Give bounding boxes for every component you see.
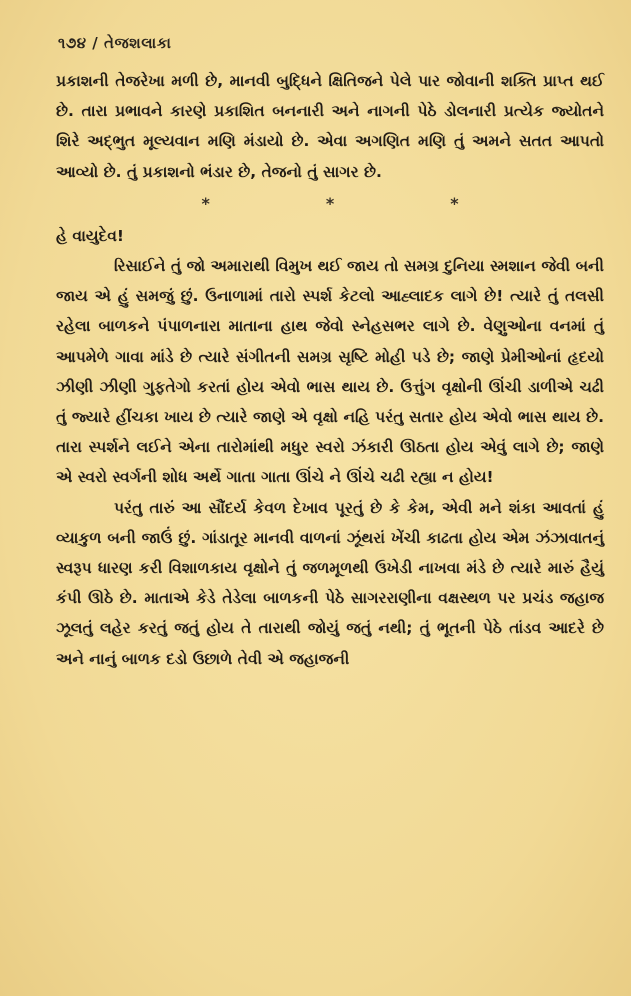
address-line: હે વાયુદેવ! [56,226,124,245]
separator-star: * [450,193,459,213]
section-separator [56,187,604,221]
page-body [56,66,604,674]
running-head: ૧૭૪ / તેજશલાકા [58,34,172,52]
separator-star: * [201,193,210,213]
paragraph-first: પ્રકાશની તેજરેખા મળી છે, માનવી બુદ્ધિને ક્ષિતિજને પેલે પાર જોવાની શક્તિ પ્રાપ્ત થઈ છે. તારા પ્રભાવને કારણે પ્રકાશિત બનનારી અને નાગની પેઠે ડોલનારી પ્રત્યેક જ્યોતને શિરે અદ્ભુત મૂલ્યવાન મણિ મંડાયો છે. એવા અગણિત મણિ તું અમને સતત આપતો આવ્યો છે. તું પ્રકાશનો ભંડાર છે, તેજનો તું સાગર છે. [56,72,604,181]
separator-star: * [325,193,335,213]
paragraph-second: રિસાઈને તું જો અમારાથી વિમુખ થઈ જાય તો સમગ્ર દુનિયા સ્મશાન જેવી બની જાય એ હું સમજું છું. ઉનાળામાં તારો સ્પર્શ કેટલો આહ્લાદક લાગે છે! ત્યારે તું તલસી રહેલા બાળકને પંપાળનારા માતાના હાથ જેવો સ્નેહસભર લાગે છે. વેણુઓના વનમાં તું આપમેળે ગાવા માંડે છે ત્યારે સંગીતની સમગ્ર સૃષ્ટિ મોહી પડે છે; જાણે પ્રેમીઓનાં હૃદયો ઝીણી ઝીણી ગુફતેગો કરતાં હોય એવો ભાસ થાય છે. ઉત્તુંગ વૃક્ષોની ઊંચી ડાળીએ ચઢી તું જ્યારે હીંચકા ખાય છે ત્યારે જાણે એ વૃક્ષો નહિ પરંતુ સતાર હોય એવો ભાસ થાય છે. તારા સ્પર્શને લઈને એના તારોમાંથી મધુર સ્વરો ઝંકારી ઊઠતા હોય એવું લાગે છે; જાણે એ સ્વરો સ્વર્ગની શોધ અર્થે ગાતા ગાતા ઊંચે ને ઊંચે ચઢી રહ્યા ન હોય! [56,257,604,487]
paragraph-third: પરંતુ તારું આ સૌંદર્ય કેવળ દેખાવ પૂરતું છે કે કેમ, એવી મને શંકા આવતાં હું વ્યાકુળ બની જાઉં છું. ગાંડાતૂર માનવી વાળનાં ઝૂંથરાં ખેંચી કાઢતા હોય એમ ઝંઝાવાતનું સ્વરૂપ ધારણ કરી વિશાળકાય વૃક્ષોને તું જળમૂળથી ઉખેડી નાખવા મંડે છે ત્યારે મારું હૈયું કંપી ઊઠે છે. માતાએ કેડે તેડેલા બાળકની પેઠે સાગરરાણીના વક્ષસ્થળ પર પ્રચંડ જહાજ ઝૂલતું લહેર કરતું જતું હોય તે તારાથી જોયું જતું નથી; તું ભૂતની પેઠે તાંડવ આદરે છે અને નાનું બાળક દડો ઉછાળે તેવી એ જહાજની [56,498,604,668]
